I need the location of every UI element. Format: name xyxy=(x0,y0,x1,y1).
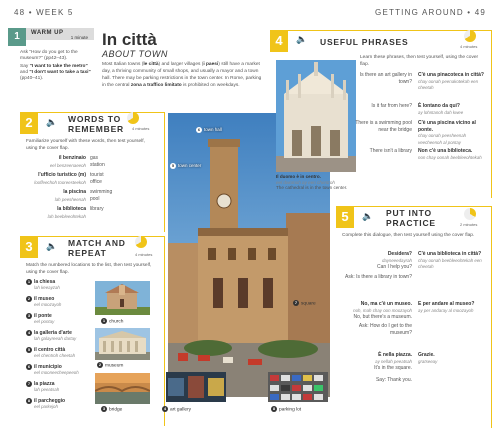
vocab-pronunciation: lah beebleeohtekah xyxy=(47,214,86,219)
dialogue-line xyxy=(340,274,412,281)
museum-photo xyxy=(95,328,150,360)
town-hall-pin xyxy=(196,127,222,133)
vocab-pronunciation: eel benzeenaeeoh xyxy=(49,163,86,168)
match-item xyxy=(26,347,75,359)
church-photo xyxy=(95,281,150,315)
match-item xyxy=(26,364,79,376)
warm-up-box xyxy=(8,28,94,86)
pin-label: square xyxy=(301,301,316,307)
dialogue-line xyxy=(340,301,412,321)
match-pronunciation: lah keeayzah xyxy=(34,285,60,290)
timer-icon xyxy=(464,30,476,42)
speaker-icon: 🔈 xyxy=(46,117,58,127)
square-pin xyxy=(293,300,316,306)
intro-text-4: is prohibited on weekdays. xyxy=(181,83,240,88)
section-5-title-line-1: PUT INTO xyxy=(386,208,432,218)
section-5-instructions: Complete this dialogue, then test yourself using the cover flap. xyxy=(342,233,475,238)
match-italian: la piazza xyxy=(34,381,55,387)
vocab-pronunciation: lah peesheenah xyxy=(54,197,86,202)
timer-icon xyxy=(135,236,147,248)
duomo-photo xyxy=(276,60,356,172)
warm-up-say: Say xyxy=(20,64,30,69)
section-4-minutes: 4 minutes xyxy=(460,44,478,49)
duomo-caption-english: The cathedral is in the town center. xyxy=(276,185,348,191)
match-number: 4 xyxy=(27,330,31,335)
match-number: 1 xyxy=(27,279,31,284)
warm-up-line-2 xyxy=(20,64,96,82)
caption-number: 4 xyxy=(163,406,167,411)
warm-up-ref: (pp40–41). xyxy=(20,76,44,81)
dialogue-answer xyxy=(418,301,492,314)
phrase-pronunciation: chay oonah peesheenah veecheenoh al pontay xyxy=(418,133,467,145)
caption-text: museum xyxy=(105,363,124,369)
match-item xyxy=(26,279,60,291)
dialogue-italian: Desidera? xyxy=(387,251,412,257)
dialogue-english: It's in the square. xyxy=(374,365,412,371)
match-pronunciation: eel pontay xyxy=(34,319,55,324)
section-3-number: 3 xyxy=(20,236,38,258)
phrase-english: Is there an art gallery in town? xyxy=(359,72,412,85)
dialogue-italian: È nella piazza. xyxy=(378,352,412,358)
phrase-italian-block xyxy=(418,148,488,161)
phrase-english: Is it far from here? xyxy=(371,103,412,109)
dialogue-prompt: Say: Thank you. xyxy=(375,377,412,383)
vocab-it-4 xyxy=(28,206,86,220)
intro-paragraph xyxy=(102,61,264,89)
section-5-title xyxy=(386,208,436,228)
intro-text-1: Most Italian towns ( xyxy=(102,62,144,67)
town-center-pin xyxy=(170,163,201,169)
warm-up-bar xyxy=(26,28,94,40)
dialogue-pronunciation: gratseeay xyxy=(418,358,438,364)
dialogue-pronunciation: noh, mah chay oon moozayoh xyxy=(353,307,412,313)
pin-number: 7 xyxy=(294,300,298,305)
dialogue-pronunciation: ay nellah peeatsah xyxy=(375,358,412,364)
intro-text-3: ) still have a market day, a thriving community of small shops, and usually a mayor and a town hall. There may be parking restrictions in the town center. In Rome, parking in the central xyxy=(102,62,262,88)
section-2-instructions: Familiarize yourself with these words, then test yourself, using the cover flap. xyxy=(26,139,145,151)
caption-text: bridge xyxy=(109,407,123,413)
bridge-photo xyxy=(95,373,150,404)
dialogue-prompt: Ask: Is there a library in town? xyxy=(345,274,412,280)
dialogue-answer xyxy=(418,352,492,365)
match-italian: il parcheggio xyxy=(34,398,66,404)
pin-number: 6 xyxy=(197,127,201,132)
dialogue-line xyxy=(340,323,412,336)
warm-up-text xyxy=(20,50,96,82)
pin-label: town center xyxy=(178,163,202,168)
section-2-number: 2 xyxy=(20,112,38,134)
art-gallery-photo xyxy=(166,372,226,402)
warm-up-phrase-1: "I want to take the metro" xyxy=(29,64,88,69)
vocab-english: gas station xyxy=(90,155,105,168)
dialogue-italian: C'è una biblioteca in città? xyxy=(418,251,482,257)
vocab-it-2 xyxy=(22,172,86,186)
match-pronunciation: eel chentroh cheetah xyxy=(34,353,76,358)
match-italian: la galleria d'arte xyxy=(34,330,72,336)
vocab-italian: l'ufficio turistico (m) xyxy=(38,172,86,178)
warm-up-phrase-2: "I don't want to take a taxi" xyxy=(29,70,91,75)
intro-bold-3: zona a traffico limitato xyxy=(130,83,182,88)
match-number: 5 xyxy=(27,347,31,352)
match-pronunciation: lah peeatsah xyxy=(34,387,60,392)
timer-icon xyxy=(464,208,476,220)
section-2-title xyxy=(68,114,124,134)
speaker-icon: 🔈 xyxy=(296,34,308,44)
church-caption xyxy=(101,318,123,324)
match-italian: il municipio xyxy=(34,364,62,370)
section-3-title-line-2: REPEAT xyxy=(68,248,107,258)
warm-up-label: WARM UP xyxy=(31,30,64,36)
dialogue-english: Can I help you? xyxy=(376,264,412,270)
phrase-english: There isn't a library xyxy=(369,148,412,154)
page-header-left: 48 • WEEK 5 xyxy=(14,8,74,17)
dialogue-italian: E per andare al museo? xyxy=(418,301,475,307)
section-2-title-line-2: REMEMBER xyxy=(68,124,124,134)
vocab-it-1 xyxy=(28,155,86,169)
phrase-italian-block xyxy=(418,103,488,116)
match-number: 7 xyxy=(27,381,31,386)
caption-number: 3 xyxy=(102,406,106,411)
caption-number: 1 xyxy=(102,318,106,323)
vocab-it-3 xyxy=(28,189,86,203)
section-5-number: 5 xyxy=(336,206,354,228)
bridge-caption xyxy=(101,406,122,412)
match-number: 8 xyxy=(27,398,31,403)
match-italian: il ponte xyxy=(34,313,52,319)
caption-text: art gallery xyxy=(170,407,192,413)
match-pronunciation: eel mooneecheepeeoh xyxy=(34,370,79,375)
phrase-italian: Non c'è una biblioteca. xyxy=(418,148,473,154)
section-3-minutes: 4 minutes xyxy=(135,252,153,257)
section-4-instructions: Learn these phrases, then test yourself, using the cover flap. xyxy=(360,55,479,67)
match-pronunciation: lah galayreeah dartay xyxy=(34,336,77,341)
dialogue-answer xyxy=(418,251,492,271)
dialogue-english: No, but there's a museum. xyxy=(353,314,412,320)
section-4-title: USEFUL PHRASES xyxy=(320,37,409,47)
dialogue-line xyxy=(340,377,412,384)
match-italian: il museo xyxy=(34,296,55,302)
section-3-title-line-1: MATCH AND xyxy=(68,238,126,248)
intro-text-2: ) and larger villages ( xyxy=(158,62,204,67)
vocab-english: library xyxy=(90,206,104,212)
page-subtitle: ABOUT TOWN xyxy=(102,49,168,59)
match-number: 6 xyxy=(27,364,31,369)
speaker-icon: 🔈 xyxy=(46,241,58,251)
caption-text: parking lot xyxy=(279,407,302,413)
vocab-italian: la biblioteca xyxy=(57,206,86,212)
pin-label: town hall xyxy=(204,127,222,132)
phrase-italian-block xyxy=(418,72,488,92)
match-italian: il centro città xyxy=(34,347,66,353)
museum-caption xyxy=(97,362,123,368)
vocab-english: tourist office xyxy=(90,172,104,185)
intro-bold-2: i paesi xyxy=(203,62,219,67)
section-2-minutes: 4 minutes xyxy=(132,126,150,131)
section-2-title-line-1: WORDS TO xyxy=(68,114,121,124)
warm-up-line-1: Ask "How do you get to the museum?" (pp42–43). xyxy=(20,50,78,61)
pin-number: 5 xyxy=(171,163,175,168)
duomo-caption-pronunciation: eel dwomoh ay een chentroh xyxy=(276,179,335,185)
phrase-italian: C'è una piscina vicino al ponte. xyxy=(418,120,476,133)
duomo-caption xyxy=(276,174,360,191)
parking-lot-caption xyxy=(271,406,301,412)
section-5-title-line-2: PRACTICE xyxy=(386,218,436,228)
caption-text: church xyxy=(109,319,124,325)
intro-bold-1: le città xyxy=(143,62,159,67)
warm-up-minutes: 1 minute xyxy=(70,35,88,40)
duomo-caption-italian: Il duomo è in centro. xyxy=(276,174,321,179)
match-number: 3 xyxy=(27,313,31,318)
vocab-pronunciation: looffeechoh tooreesteekoh xyxy=(34,180,86,185)
art-gallery-caption xyxy=(162,406,191,412)
match-item xyxy=(26,398,65,410)
dialogue-italian: No, ma c'è un museo. xyxy=(360,301,412,307)
dialogue-italian: Grazie. xyxy=(418,352,435,358)
section-4-number: 4 xyxy=(270,30,288,52)
parking-lot-photo xyxy=(268,372,328,402)
phrase-pronunciation: chay oonah peenakotekah een cheetah xyxy=(418,78,479,90)
phrase-italian-block xyxy=(418,120,488,146)
dialogue-prompt: Ask: How do I get to the museum? xyxy=(358,323,412,336)
section-3-instructions: Match the numbered locations to the list, then test yourself, using the cover flap. xyxy=(26,263,152,275)
phrase-italian: C'è una pinacoteca in città? xyxy=(418,72,484,78)
warm-up-number: 1 xyxy=(8,28,26,46)
phrase-pronunciation: ay lohntanoh dah kwee xyxy=(418,109,464,115)
caption-number: 8 xyxy=(272,406,276,411)
phrase-italian: È lontano da qui? xyxy=(418,103,460,109)
dialogue-pronunciation: chay oonah beebleeohtekah een cheetah xyxy=(418,257,482,269)
section-5-minutes: 2 minutes xyxy=(460,222,478,227)
vocab-english: swimming pool xyxy=(90,189,113,202)
match-italian: la chiesa xyxy=(34,279,56,285)
match-item xyxy=(26,296,61,308)
page-header-right: GETTING AROUND • 49 xyxy=(375,8,486,17)
match-item xyxy=(26,381,59,393)
caption-number: 2 xyxy=(98,362,102,367)
speaker-icon: 🔈 xyxy=(362,211,374,221)
phrase-pronunciation: non chay oonah beebleeohtekah xyxy=(418,154,482,160)
vocab-italian: la piscina xyxy=(63,189,86,195)
match-pronunciation: eel moozayoh xyxy=(34,302,62,307)
dialogue-pronunciation: ay per andaray al moozayoh xyxy=(418,307,474,313)
dialogue-pronunciation: dayseeedayrah xyxy=(381,257,412,263)
dialogue-line xyxy=(340,352,412,372)
match-pronunciation: eel parkejoh xyxy=(34,404,58,409)
warm-up-and: and xyxy=(20,70,30,75)
timer-icon xyxy=(127,112,139,124)
dialogue-line xyxy=(340,251,412,271)
match-item xyxy=(26,330,76,342)
phrase-english: There is a swimming pool near the bridge xyxy=(355,120,412,133)
match-number: 2 xyxy=(27,296,31,301)
vocab-italian: il benzinaio xyxy=(58,155,86,161)
match-item xyxy=(26,313,54,325)
page-title: In città xyxy=(102,30,157,49)
section-3-title xyxy=(68,238,126,258)
